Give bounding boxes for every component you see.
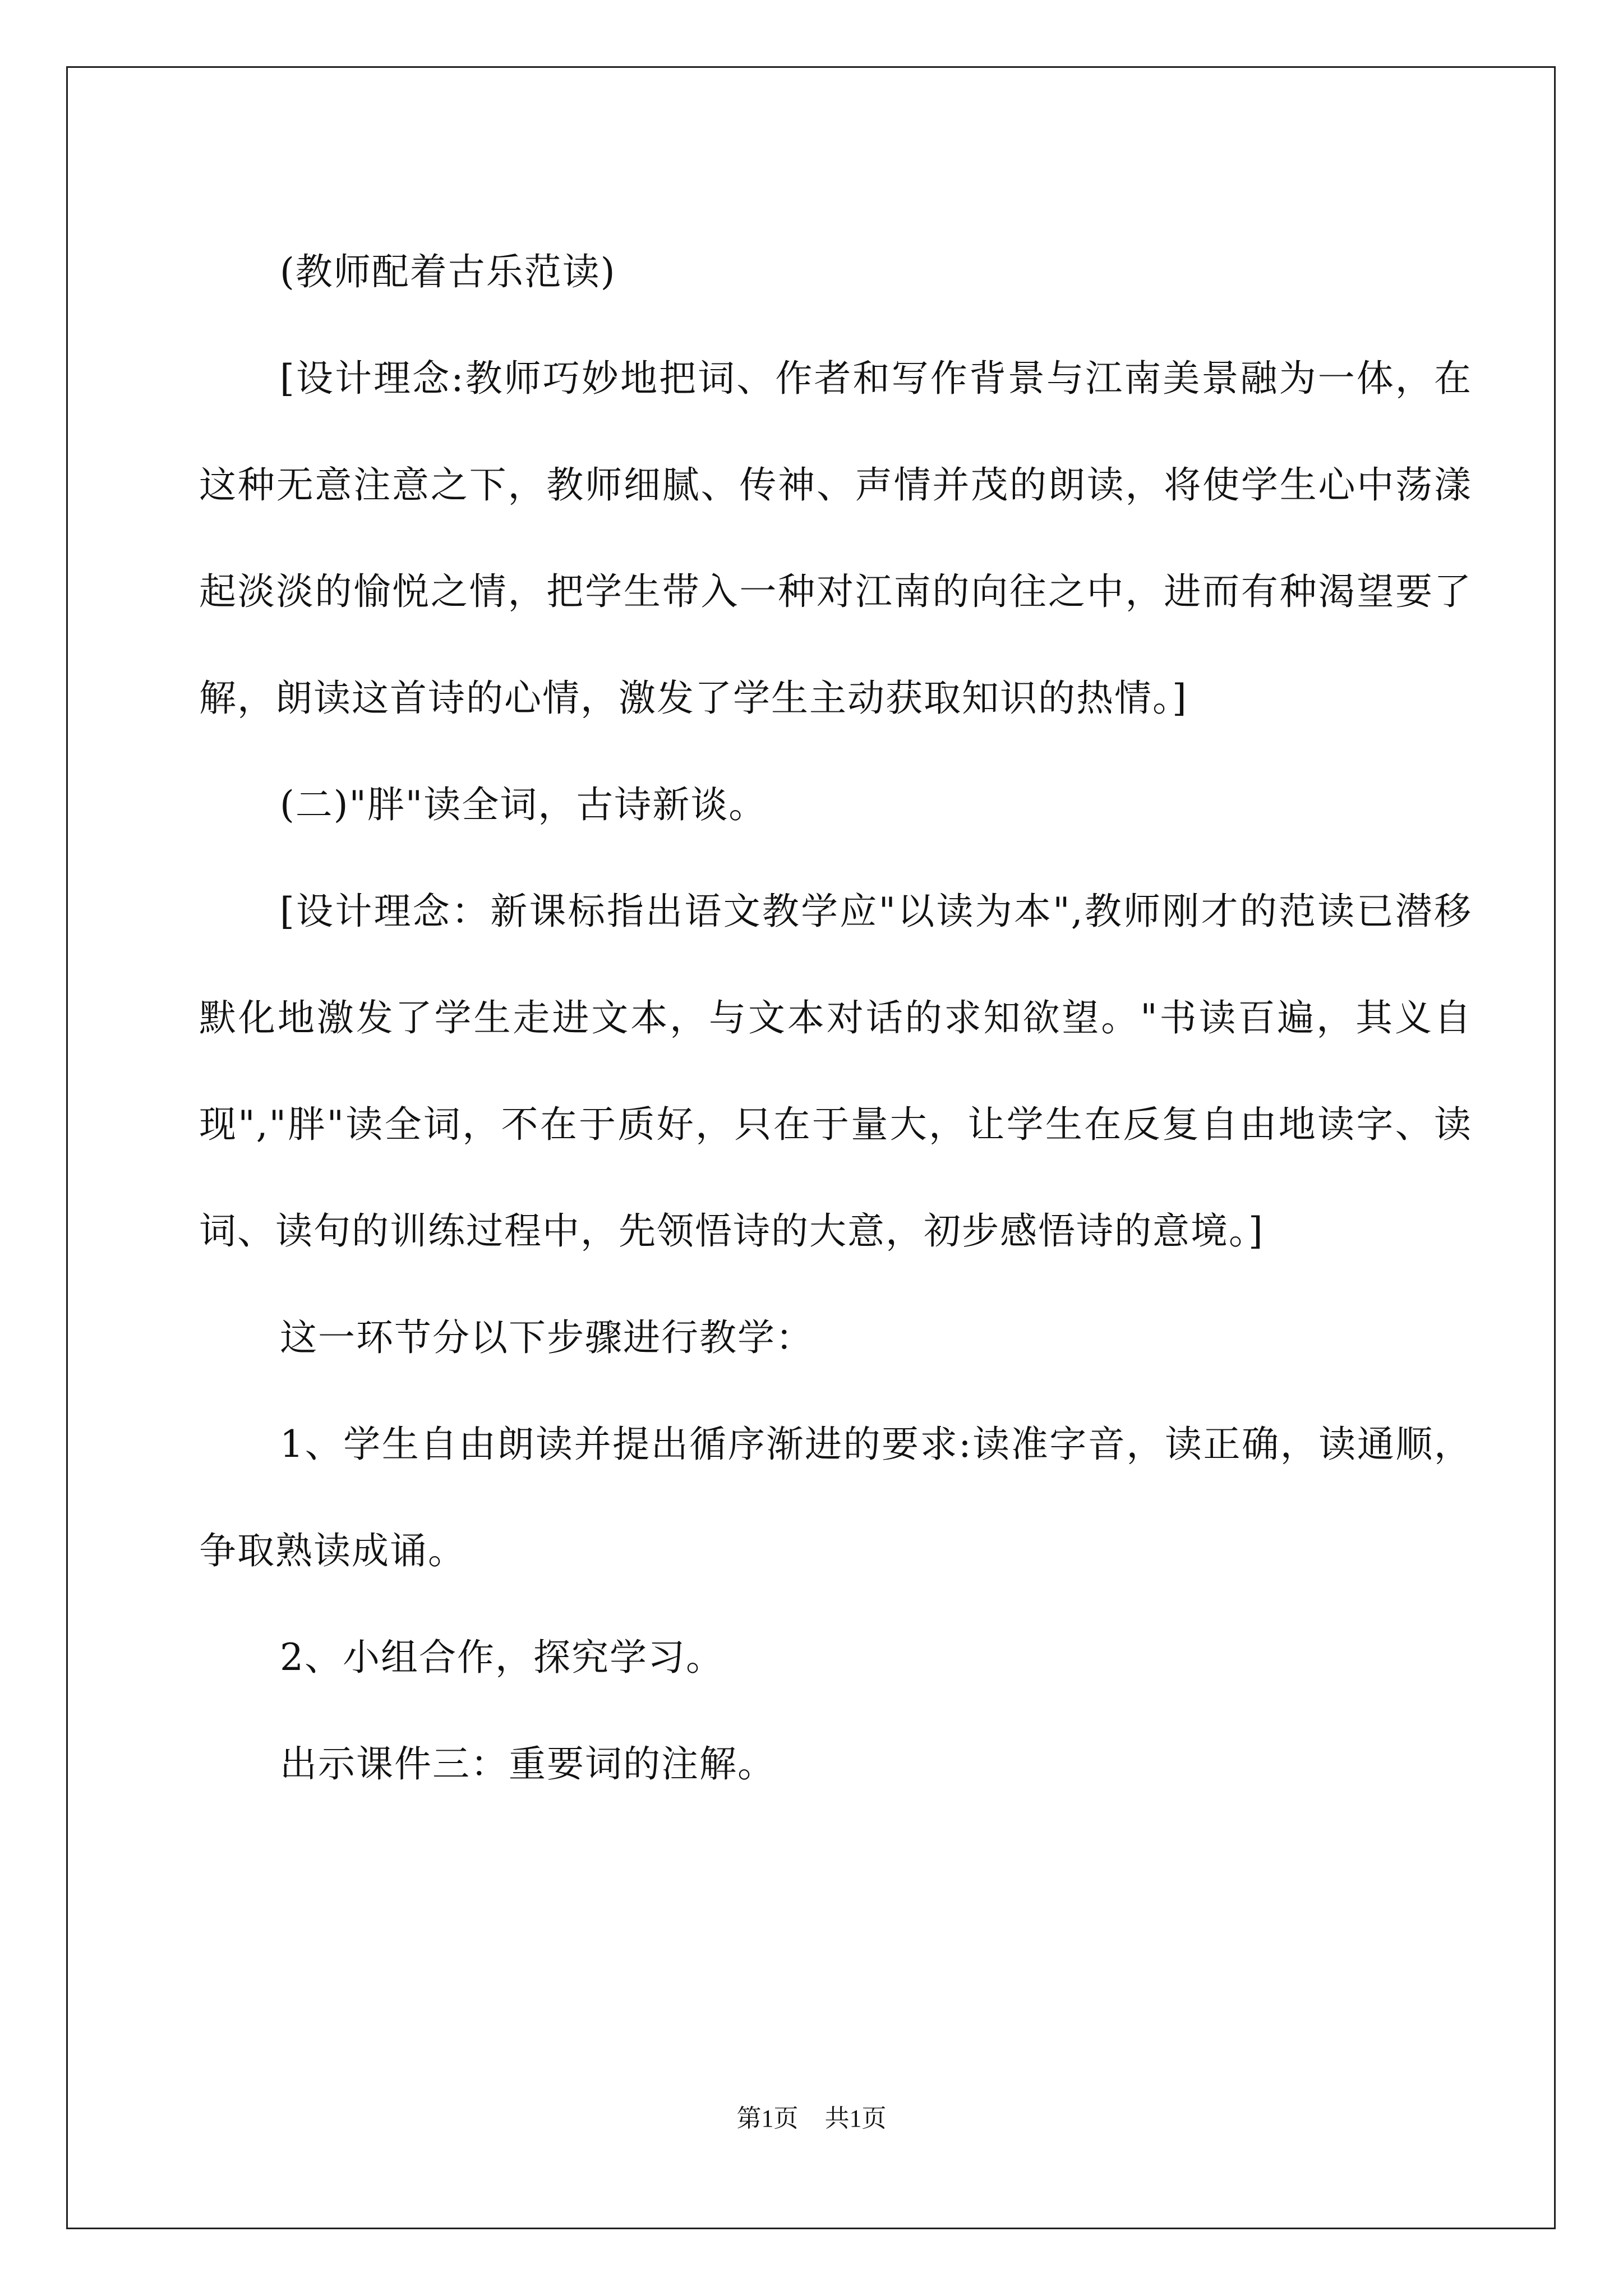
paragraph-design-concept-1: [设计理念:教师巧妙地把词、作者和写作背景与江南美景融为一体，在这种无意注意之下，教师细腻、传神、声情并茂的朗读，将使学生心中荡漾起淡淡的愉悦之情，把学生带入一种对江南的向往之中，进而有种渴望要了解，朗读这首诗的心情，激发了学生主动获取知识的热情。] [199, 357, 1472, 720]
page-footer [0, 2098, 1623, 2134]
paragraph-steps-intro: 这一环节分以下步骤进行教学： [280, 1316, 814, 1359]
paragraph-courseware: 出示课件三：重要词的注解。 [280, 1742, 776, 1786]
page-number-total: 共1页 [824, 2105, 887, 2132]
document-body [199, 219, 1472, 1818]
paragraph-intro-reading: (教师配着古乐范读) [280, 250, 616, 293]
paragraph-design-concept-2: [设计理念：新课标指出语文教学应"以读为本",教师刚才的范读已潜移默化地激发了学生走进文本，与文本对话的求知欲望。"书读百遍，其义自现","胖"读全词，不在于质好，只在于量大，让学生在反复自由地读字、读词、读句的训练过程中，先领悟诗的大意，初步感悟诗的意境。] [199, 890, 1472, 1253]
page-number-current: 第1页 [736, 2105, 799, 2132]
paragraph-step-1: 1、学生自由朗读并提出循序渐进的要求:读准字音，读正确，读通顺，争取熟读成诵。 [199, 1423, 1472, 1572]
paragraph-step-2: 2、小组合作，探究学习。 [280, 1636, 724, 1679]
paragraph-section-heading: (二)"胖"读全词，古诗新谈。 [280, 783, 767, 826]
